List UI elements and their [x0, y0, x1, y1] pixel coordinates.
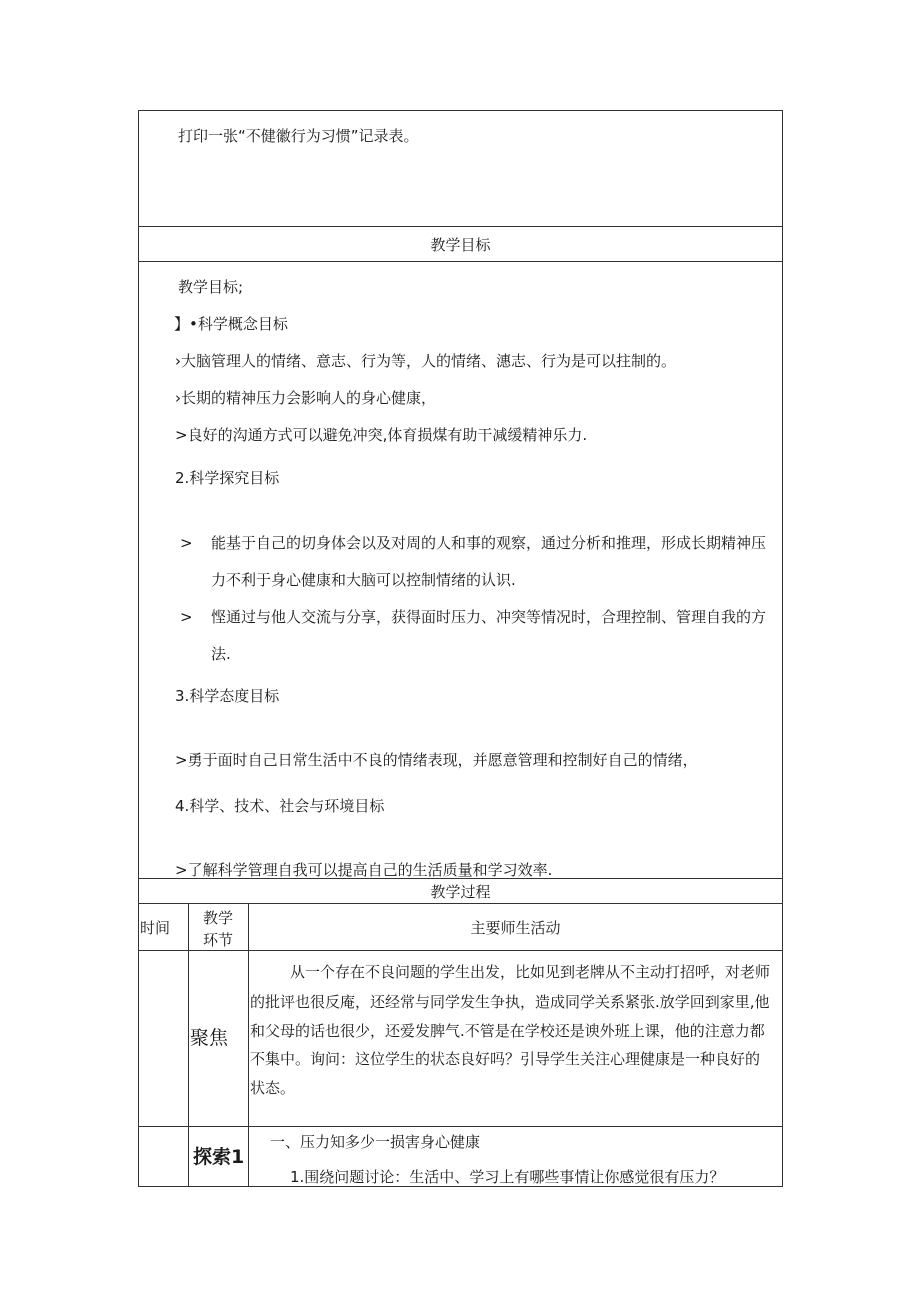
section4-title: 4.科学、技术、社会与环境目标: [175, 797, 385, 815]
section1-title: 】•科学概念目标: [174, 315, 288, 333]
section1-item: ›长期的精神压力会影响人的身心健康，: [175, 389, 437, 407]
activity-line: 不集中。询问：这位学生的状态良好吗？引导学生关注心理健康是一种良好的: [250, 1050, 761, 1068]
activity-line: 的批评也很反庵，还经常与同学发生争执，造成同学关系紧张.放学回到家里,他: [250, 993, 770, 1011]
section3-item: >勇于面时自己日常生活中不良的情绪表现，并愿意管理和控制好自己的情绪，: [175, 751, 698, 769]
section1-item: >良好的沟通方式可以避免冲突,体育损煤有助干减缓精神乐力.: [175, 426, 588, 444]
objectives-header: 教学目标: [430, 236, 491, 254]
section2-item-line: 能基于自己的切身体会以及对周的人和事的观察，通过分析和推理，形成长期精神压: [211, 534, 767, 552]
section2-bullet: >: [180, 608, 193, 626]
section4-item: >了解科学管理自我可以提高自己的生活质量和学习效率.: [175, 861, 553, 879]
column-header-time: 时间: [140, 919, 171, 937]
section1-item: ›大脑管理人的情绪、意志、行为等，人的情绪、潓志、行为是可以拄制的。: [175, 352, 677, 370]
section2-item-line: 法.: [211, 645, 231, 663]
objectives-intro: 教学目标;: [178, 278, 244, 296]
column-divider-stage: [248, 903, 249, 1187]
activity-line: 1.围绕问题讨论：生活中、学习上有哪些事情让你感觉很有压力？: [290, 1168, 725, 1186]
activity-line: 和父母的话也很少，还爱发脾气.不管是在学校还是谀外班上课，他的注意力都: [250, 1022, 765, 1040]
divider-materials: [138, 226, 783, 227]
materials-text: 打印一张“不健徽行为习惯”记录表。: [178, 127, 419, 145]
divider-objectives-header: [138, 261, 783, 262]
process-header: 教学过程: [430, 883, 491, 901]
stage-label: 聚焦: [190, 1027, 229, 1049]
activity-line: 从一个存在不良问题的学生出发，比如见到老牌从不主动打招呼，对老师: [290, 963, 771, 981]
section2-item-line: 悭通过与他人交流与分享，获得面时压力、冲突等情况时，合理控制、管理自我的方: [211, 608, 767, 626]
divider-row-focus: [138, 1126, 783, 1127]
section2-bullet: >: [180, 534, 193, 552]
section2-item-line: 力不利于身心健康和大脑可以控制情绪的认识.: [211, 571, 516, 589]
stage-label: 探索1: [193, 1146, 245, 1168]
column-header-stage: 环节: [202, 931, 233, 949]
activity-line: 状态。: [250, 1079, 296, 1097]
column-header-stage: 教学: [202, 909, 233, 927]
column-header-activity: 主要师生活动: [470, 919, 561, 937]
divider-column-header: [138, 950, 783, 951]
divider-process-header-bottom: [138, 903, 783, 904]
activity-line: 一、压力知多少一损害身心健康: [270, 1133, 481, 1151]
section2-title: 2.科学探究目标: [175, 469, 280, 487]
section3-title: 3.科学态度目标: [175, 687, 280, 705]
